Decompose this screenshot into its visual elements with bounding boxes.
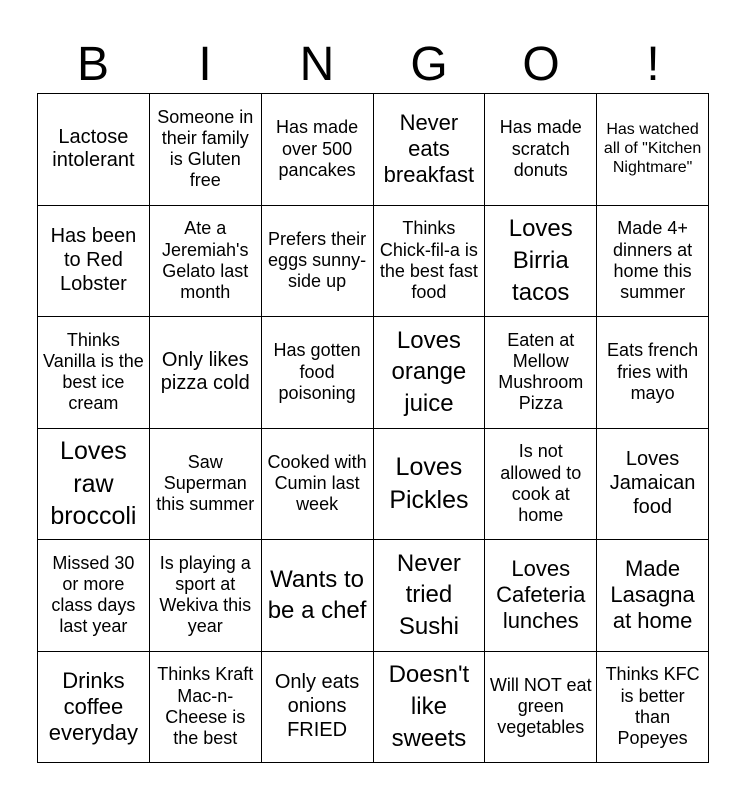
bingo-cell[interactable]: Only likes pizza cold <box>150 317 262 429</box>
bingo-cell[interactable]: Has watched all of "Kitchen Nightmare" <box>597 94 709 206</box>
bingo-cell[interactable]: Loves orange juice <box>374 317 486 429</box>
bingo-cell[interactable]: Ate a Jeremiah's Gelato last month <box>150 206 262 318</box>
bingo-cell[interactable]: Saw Superman this summer <box>150 429 262 541</box>
bingo-cell[interactable]: Lactose intolerant <box>38 94 150 206</box>
bingo-cell[interactable]: Is playing a sport at Wekiva this year <box>150 540 262 652</box>
bingo-cell[interactable]: Thinks Chick-fil-a is the best fast food <box>374 206 486 318</box>
bingo-cell[interactable]: Loves Birria tacos <box>485 206 597 318</box>
bingo-cell[interactable]: Thinks KFC is better than Popeyes <box>597 652 709 764</box>
bingo-grid <box>37 93 709 763</box>
bingo-cell[interactable]: Will NOT eat green vegetables <box>485 652 597 764</box>
bingo-cell[interactable]: Someone in their family is Gluten free <box>150 94 262 206</box>
bingo-cell[interactable]: Loves raw broccoli <box>38 429 150 541</box>
header-letter-i: I <box>198 38 212 91</box>
bingo-cell[interactable]: Made 4+ dinners at home this summer <box>597 206 709 318</box>
bingo-cell[interactable]: Drinks coffee everyday <box>38 652 150 764</box>
header-exclamation: ! <box>646 38 660 91</box>
bingo-cell[interactable]: Made Lasagna at home <box>597 540 709 652</box>
bingo-cell[interactable]: Thinks Vanilla is the best ice cream <box>38 317 150 429</box>
bingo-cell[interactable]: Loves Pickles <box>374 429 486 541</box>
bingo-cell[interactable]: Missed 30 or more class days last year <box>38 540 150 652</box>
bingo-cell[interactable]: Has been to Red Lobster <box>38 206 150 318</box>
bingo-cell[interactable]: Loves Cafeteria lunches <box>485 540 597 652</box>
bingo-cell[interactable]: Eaten at Mellow Mushroom Pizza <box>485 317 597 429</box>
bingo-cell[interactable]: Eats french fries with mayo <box>597 317 709 429</box>
bingo-cell[interactable]: Doesn't like sweets <box>374 652 486 764</box>
header-letter-o: O <box>522 38 560 91</box>
bingo-cell[interactable]: Wants to be a chef <box>262 540 374 652</box>
bingo-cell[interactable]: Has made over 500 pancakes <box>262 94 374 206</box>
bingo-cell[interactable]: Never eats breakfast <box>374 94 486 206</box>
bingo-cell[interactable]: Prefers their eggs sunny-side up <box>262 206 374 318</box>
bingo-cell[interactable]: Thinks Kraft Mac-n-Cheese is the best <box>150 652 262 764</box>
bingo-header <box>37 40 709 90</box>
bingo-cell[interactable]: Has gotten food poisoning <box>262 317 374 429</box>
bingo-cell[interactable]: Only eats onions FRIED <box>262 652 374 764</box>
bingo-cell[interactable]: Never tried Sushi <box>374 540 486 652</box>
header-letter-n: N <box>299 38 335 91</box>
bingo-cell[interactable]: Is not allowed to cook at home <box>485 429 597 541</box>
bingo-cell[interactable]: Has made scratch donuts <box>485 94 597 206</box>
bingo-cell[interactable]: Loves Jamaican food <box>597 429 709 541</box>
header-letter-g: G <box>410 38 448 91</box>
header-letter-b: B <box>76 38 109 91</box>
bingo-cell[interactable]: Cooked with Cumin last week <box>262 429 374 541</box>
